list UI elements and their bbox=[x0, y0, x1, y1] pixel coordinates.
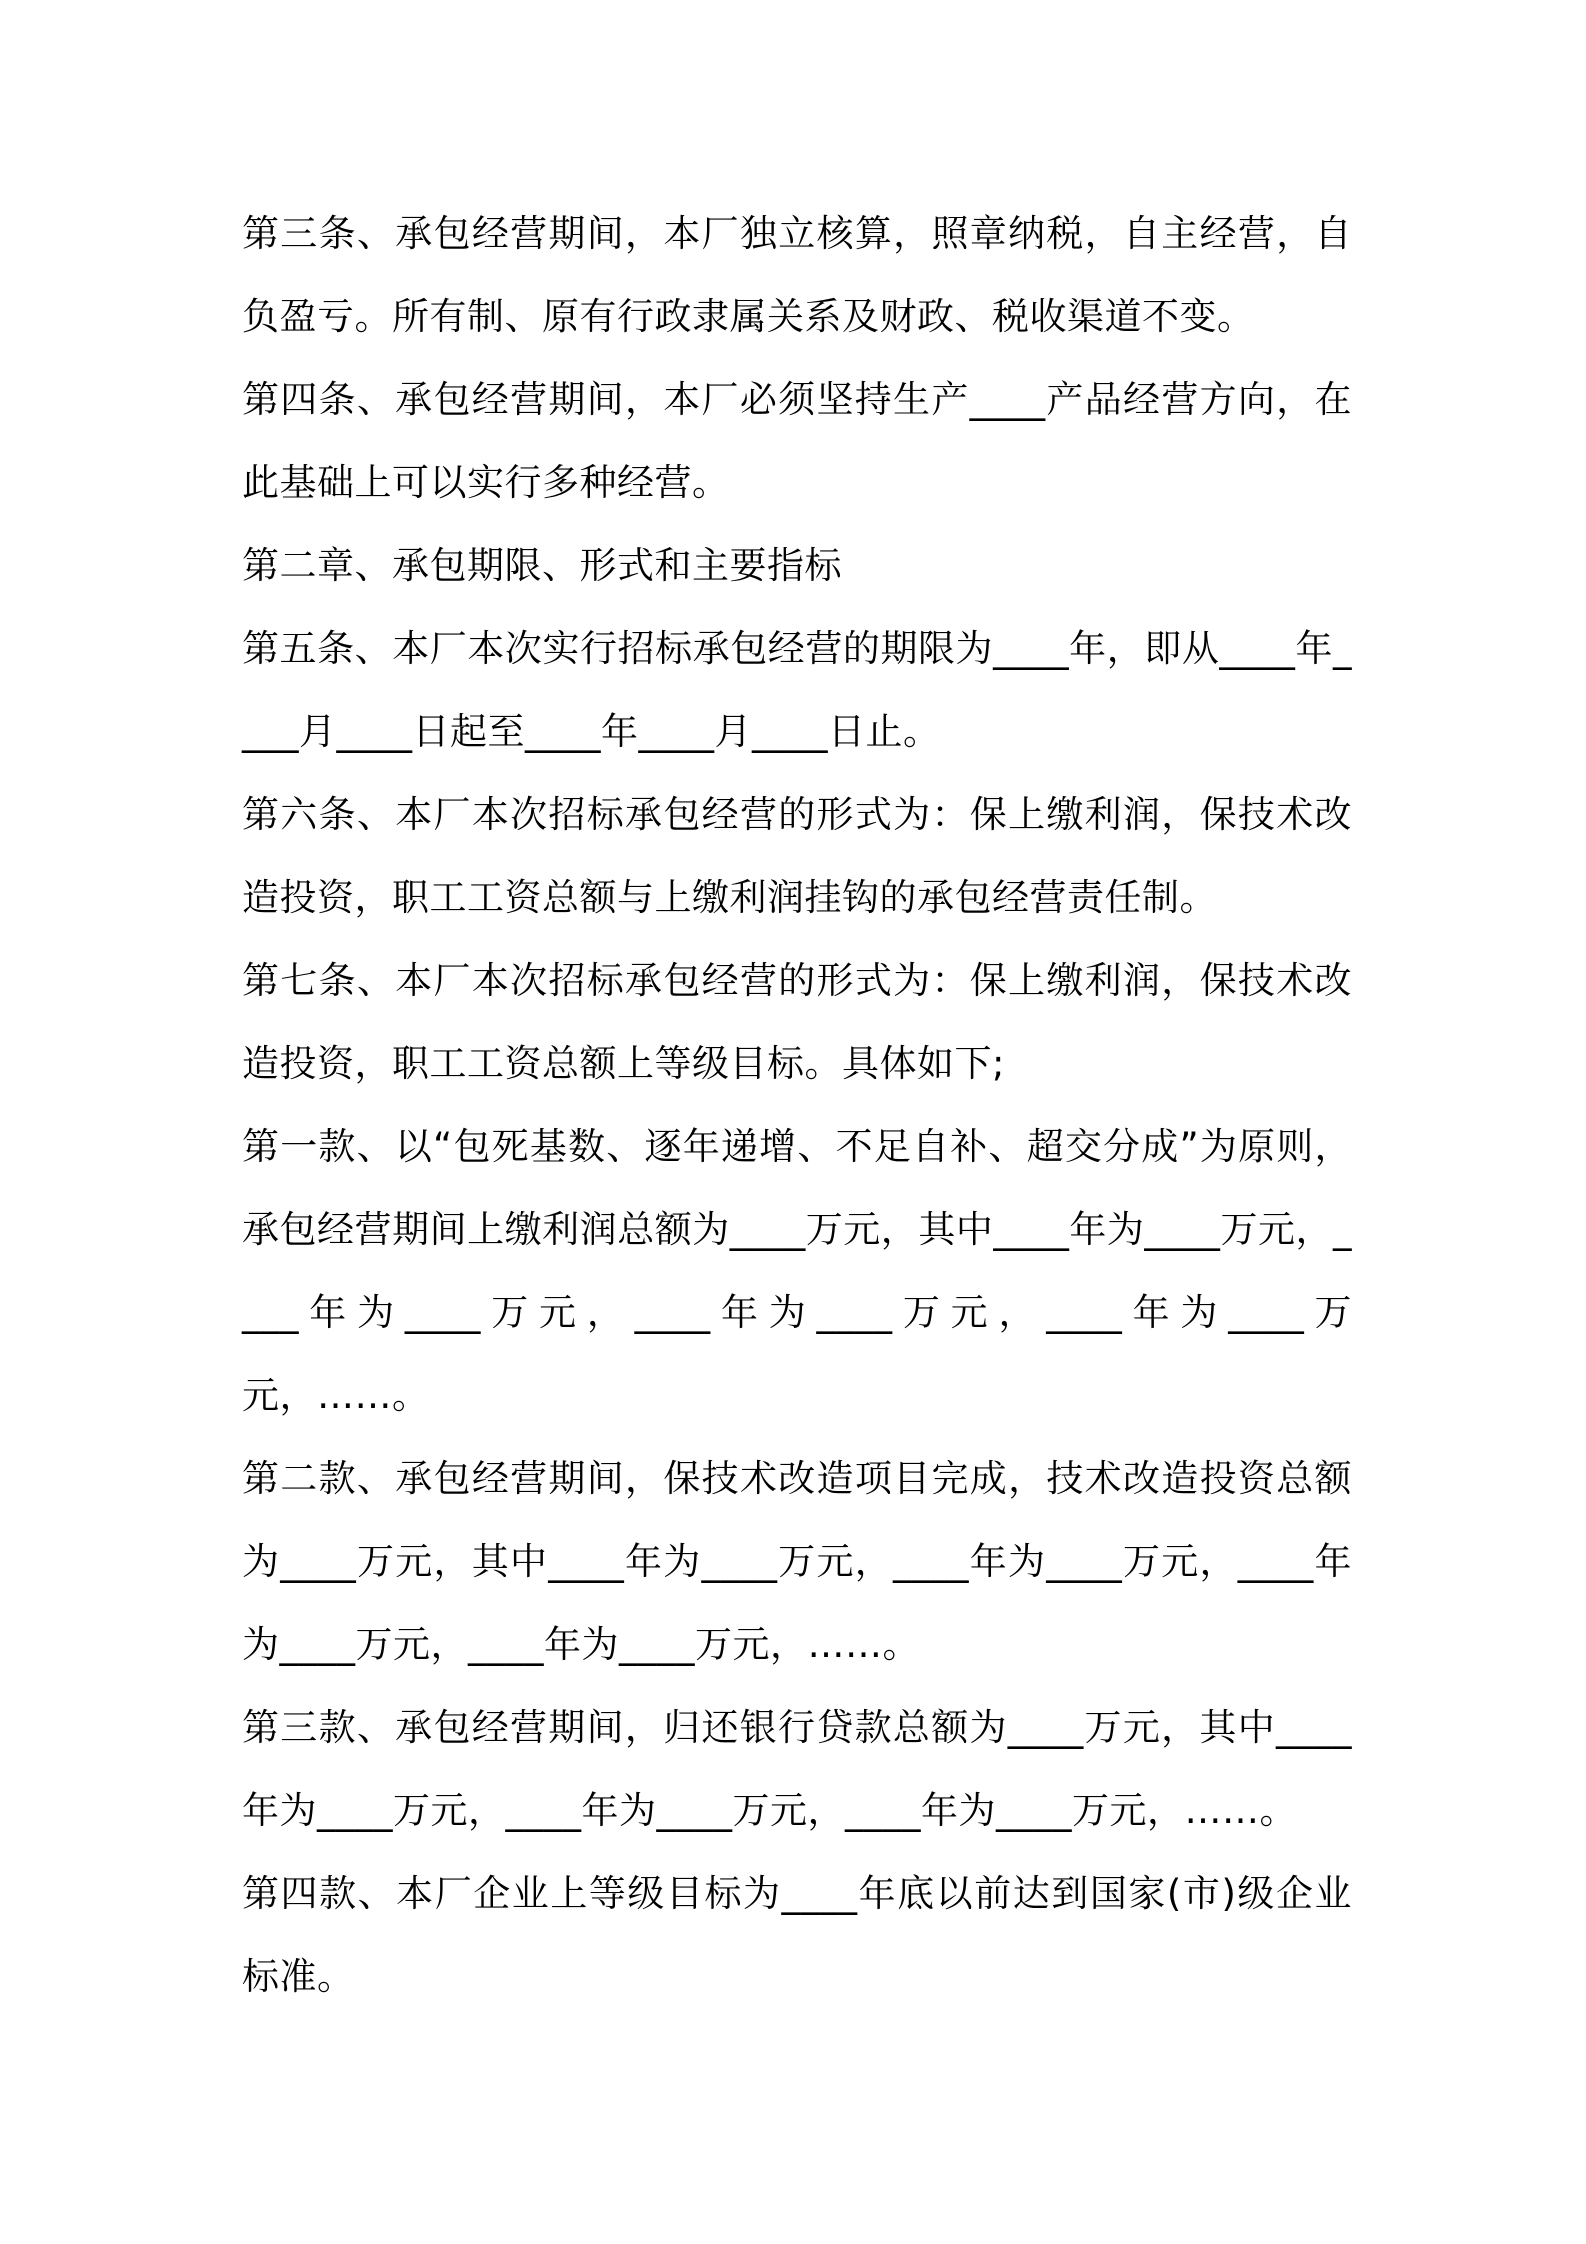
article-3-paragraph: 第三条、承包经营期间，本厂独立核算，照章纳税，自主经营，自负盈亏。所有制、原有行政隶属关系及财政、税收渠道不变。 bbox=[242, 212, 1352, 338]
clause-3-paragraph: 第三款、承包经营期间，归还银行贷款总额为____万元，其中____年为____万元，____年为____万元，____年为____万元，……。 bbox=[242, 1706, 1352, 1832]
article-5-paragraph: 第五条、本厂本次实行招标承包经营的期限为____年，即从____年____月____日起至____年____月____日止。 bbox=[242, 627, 1352, 753]
clause-4-paragraph: 第四款、本厂企业上等级目标为____年底以前达到国家(市)级企业标准。 bbox=[242, 1872, 1352, 1998]
clause-1-paragraph: 第一款、以“包死基数、逐年递增、不足自补、超交分成”为原则，承包经营期间上缴利润总额为____万元，其中____年为____万元，____年为____万元，____年为____万元，____年为____万元，……。 bbox=[242, 1125, 1352, 1417]
article-7-paragraph: 第七条、本厂本次招标承包经营的形式为：保上缴利润，保技术改造投资，职工工资总额上等级目标。具体如下; bbox=[242, 959, 1352, 1085]
chapter-2-heading: 第二章、承包期限、形式和主要指标 bbox=[242, 544, 842, 587]
article-4-paragraph: 第四条、承包经营期间，本厂必须坚持生产____产品经营方向，在此基础上可以实行多种经营。 bbox=[242, 378, 1352, 504]
document-body bbox=[242, 192, 1352, 2018]
clause-2-paragraph: 第二款、承包经营期间，保技术改造项目完成，技术改造投资总额为____万元，其中____年为____万元，____年为____万元，____年为____万元，____年为____万元，……。 bbox=[242, 1457, 1352, 1666]
article-6-paragraph: 第六条、本厂本次招标承包经营的形式为：保上缴利润，保技术改造投资，职工工资总额与上缴利润挂钩的承包经营责任制。 bbox=[242, 793, 1352, 919]
